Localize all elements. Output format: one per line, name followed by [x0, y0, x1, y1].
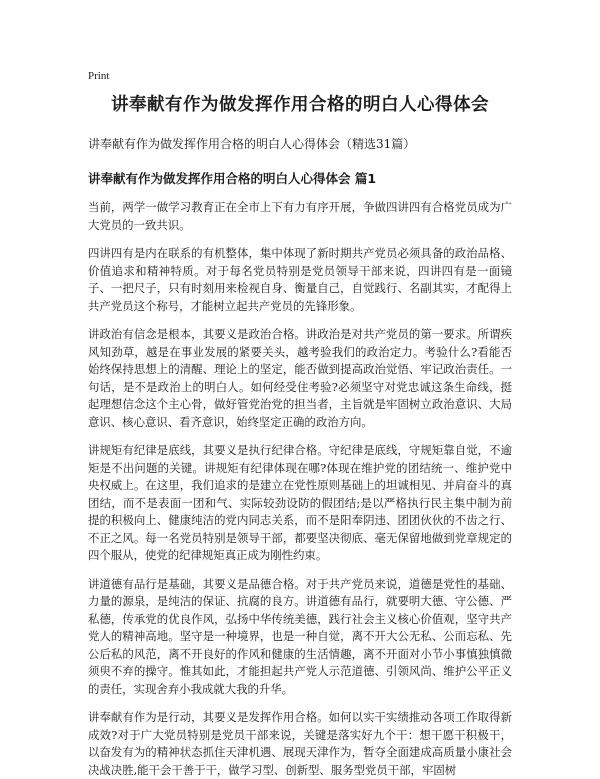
print-link[interactable]: Print: [88, 70, 110, 82]
page-title: 讲奉献有作为做发挥作用合格的明白人心得体会: [111, 95, 489, 115]
section-heading: 讲奉献有作为做发挥作用合格的明白人心得体会 篇1: [88, 170, 377, 186]
paragraph-3: 讲政治有信念是根本，其要义是政治合格。讲政治是对共产党员的第一要求。所谓疾风知劲草，越是在事业发展的紧要关头，越考验我们的政治定力。考验什么?看能否始终保持思想上的清醒、理论上的坚定，能否做到提高政治觉悟、牢记政治责任。一句话，是不是政治上的明白人。如何经受住考验?必须坚守对党忠诚这条生命线，挺起理想信念这个主心骨，做好管党治党的担当者，主旨就是牢固树立政治意识、大局意识、核心意识、看齐意识，始终坚定正确的政治方向。: [88, 327, 512, 429]
paragraph-5: 讲道德有品行是基础，其要义是品德合格。对于共产党员来说，道德是党性的基础、力量的源泉，是纯洁的保证、抗腐的良方。讲道德有品行，就要明大德、守公德、严私德，传承党的优良作风，弘扬中华传统美德，践行社会主义核心价值观，坚守共产党人的精神高地。坚守是一种境界，也是一种自觉，离不开大公无私、公而忘私、先公后私的风范，离不开良好的作风和健康的生活情趣，离不开面对小节小事慎独慎微须臾不弃的操守。惟其如此，才能担起共产党人示范道德、引领风尚、维护公平正义的责任，实现舍弃小我成就大我的升华。: [88, 576, 512, 696]
paragraph-2: 四讲四有是内在联系的有机整体，集中体现了新时期共产党员必须具备的政治品格、价值追求和精神特质。对于每名党员特别是党员领导干部来说，四讲四有是一面镜子、一把尺子，只有时刻用来检视自身、衡量自己，自觉践行、名副其实，才配得上共产党员这个称号，才能树立起共产党员的先锋形象。: [88, 246, 512, 313]
paragraph-1: 当前，两学一做学习教育正在全市上下有力有序开展，争做四讲四有合格党员成为广大党员的一致共识。: [88, 200, 512, 232]
paragraph-4: 讲规矩有纪律是底线，其要义是执行纪律合格。守纪律是底线，守规矩靠自觉，不逾矩是不出问题的关键。讲规矩有纪律体现在哪?体现在维护党的团结统一、维护党中央权威上。在这里，我们追求的是建立在党性原则基础上的坦诚相见、并肩奋斗的真团结，而不是表面一团和气、实际较劲设防的假团结;是以严格执行民主集中制为前提的积极向上、健康纯洁的党内同志关系，而不是阳奉阴违、团团伙伙的不齿之行、不正之风。每一名党员特别是领导干部，都要坚决彻底、毫无保留地做到党章规定的四个服从，使党的纪律规矩真正成为刚性约束。: [88, 443, 512, 563]
paragraph-6: 讲奉献有作为是行动，其要义是发挥作用合格。如何以实干实绩推动各项工作取得新成效?对于广大党员特别是党员干部来说，关键是落实好九个干：想干愿干积极干，以奋发有为的精神状态抓住天津机遇、展现天津作为，暂夺全面建成高质量小康社会决战决胜,能干会干善于干，做学习型、创新型、服务型党员干部，牢固树: [88, 710, 512, 777]
document-subtitle: 讲奉献有作为做发挥作用合格的明白人心得体会（精选31篇）: [88, 136, 416, 151]
